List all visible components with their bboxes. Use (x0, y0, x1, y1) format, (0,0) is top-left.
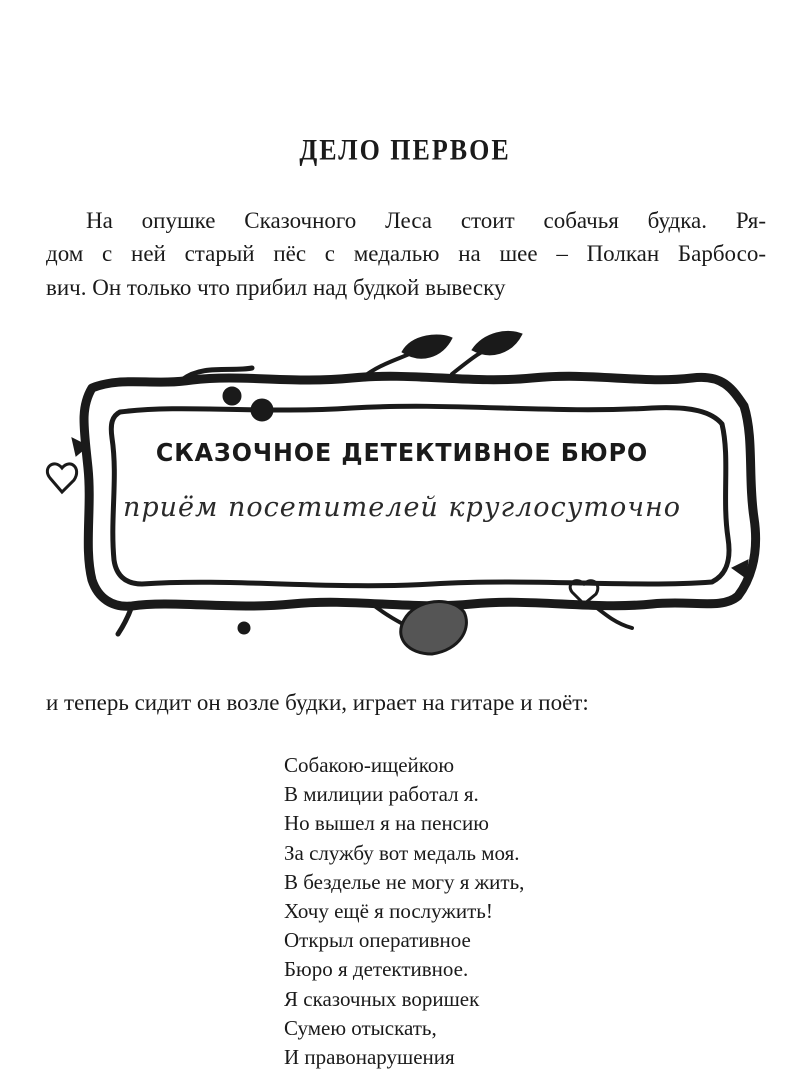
paragraph-line: дом с ней старый пёс с медалью на шее – Полкан Барбосо- (46, 241, 766, 266)
paragraph-line: вич. Он только что прибил над будкой вывеску (46, 275, 506, 300)
poem-line: Открыл оперативное (284, 928, 471, 953)
poem-line: Хочу ещё я послужить! (284, 899, 493, 924)
poem-line: Но вышел я на пенсию (284, 811, 489, 836)
paragraph-line: и теперь сидит он возле будки, играет на гитаре и поёт: (46, 690, 589, 715)
poem-line: Сумею отыскать, (284, 1015, 437, 1040)
detective-bureau-sign (32, 328, 778, 658)
poem-line: Собакою-ищейкою (284, 753, 455, 777)
poem-line: И правонарушения (284, 1045, 455, 1070)
sign-title: СКАЗОЧНОЕ ДЕТЕКТИВНОЕ БЮРО (155, 438, 649, 467)
poem (284, 751, 704, 1072)
poem-line: За службу вот медаль моя. (284, 840, 520, 865)
chapter-title: ДЕЛО ПЕРВОЕ (299, 133, 511, 167)
poem-line: В безделье не могу я жить, (284, 869, 525, 894)
poem-line: В милиции работал я. (284, 782, 479, 807)
sign-subtitle: приём посетителей круглосуточно (122, 492, 682, 523)
poem-line: Я сказочных воришек (284, 986, 480, 1011)
poem-line: Бюро я детективное. (284, 957, 469, 982)
paragraph-line: На опушке Сказочного Леса стоит собачья будка. Ря- (86, 208, 766, 233)
